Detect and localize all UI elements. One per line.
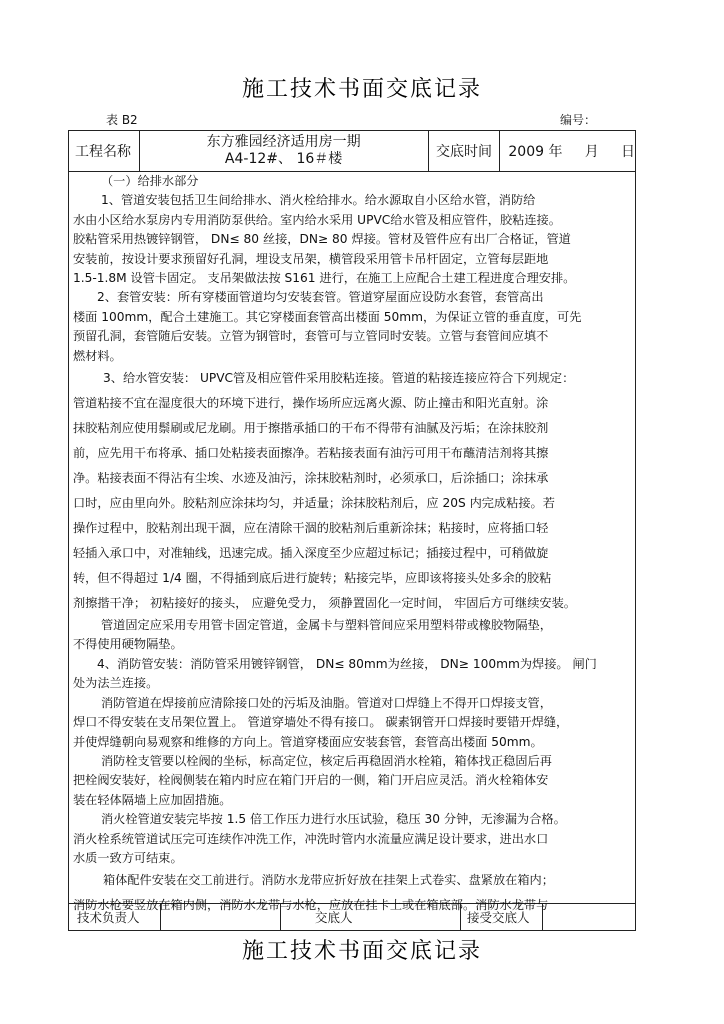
header-row xyxy=(69,131,635,172)
content-line: 4、消防管安装：消防管采用镀锌钢管， DN≤ 80mm为丝接， DN≥ 100mm为焊接。 闸门 xyxy=(97,656,597,671)
content-line: 操作过程中，胶粘剂出现干涸，应在清除干涸的胶粘剂后重新涂抹；粘接时，应将插口轻 xyxy=(73,521,549,536)
receiver-label: 接受交底人 xyxy=(461,904,543,930)
content-line: 消防水枪要竖放在箱内侧，消防水龙带与水枪，应放在挂卡上或在箱底部。消防水龙带与 xyxy=(73,898,549,913)
content-line: 把栓阀安装好，栓阀侧装在箱内时应在箱门开启的一侧，箱门开启应灵活。消火栓箱体安 xyxy=(73,773,549,788)
content-line: 消火栓系统管道试压完可连续作冲洗工作，冲洗时管内水流量应满足设计要求，进出水口 xyxy=(73,831,549,846)
next-page-title: 施工技术书面交底记录 xyxy=(241,939,482,964)
content-line: 剂擦揩干净； 初粘接好的接头， 应避免受力， 须静置固化一定时间， 牢固后方可继续安装。 xyxy=(73,596,576,611)
content-line: 水由小区给水泵房内专用消防泵供给。室内给水采用 UPVC给水管及相应管件，胶粘连接。 xyxy=(73,212,561,227)
signature-row xyxy=(69,904,635,930)
content-line: 抹胶粘剂应使用鬃刷或尼龙刷。用于擦揩承插口的干布不得带有油腻及污垢；在涂抹胶剂 xyxy=(73,421,549,436)
content-line: 焊口不得安装在支吊架位置上。 管道穿墙处不得有接口。 碳素钢管开口焊接时要错开焊缝， xyxy=(73,715,569,730)
content-line: 消火栓管道安装完毕按 1.5 倍工作压力进行水压试验，稳压 30 分钟，无渗漏为合格。 xyxy=(101,812,566,827)
content-line: 转，但不得超过 1/4 圈，不得插到底后进行旋转；粘接完毕，应即该将接头处多余的胶粘 xyxy=(73,571,552,586)
content-line: 3、给水管安装： UPVC管及相应管件采用胶粘连接。管道的粘接连接应符合下列规定： xyxy=(103,371,575,386)
project-label: 工程名称 xyxy=(69,131,140,171)
tech-lead-signature xyxy=(161,904,281,930)
time-label: 交底时间 xyxy=(429,131,501,171)
document-title: 施工技术书面交底记录 xyxy=(241,77,482,102)
content-line: （一）给排水部分 xyxy=(101,174,199,188)
content-line: 管道固定应采用专用管卡固定管道，金属卡与塑料管间应采用塑料带或橡胶物隔垫， xyxy=(101,618,552,633)
content-line: 消防栓支管要以栓阀的坐标，标高定位，核定后再稳固消水栓箱，箱体找正稳固后再 xyxy=(101,753,552,768)
content-line: 前，应先用干布将承、插口处粘接表面擦净。若粘接表面有油污可用干布蘸清洁剂将其擦 xyxy=(73,446,549,461)
content-line: 处为法兰连接。 xyxy=(73,676,159,691)
content-body xyxy=(69,172,635,913)
content-line: 1.5-1.8M 设管卡固定。 支吊架做法按 S161 进行，在施工上应配合土建工程进度合理安排。 xyxy=(73,271,576,286)
handover-date: 2009 年 月 日 xyxy=(508,144,635,160)
content-line: 预留孔洞，套管随后安装。立管为钢管时，套管可与立管同时安装。立管与套管间应填不 xyxy=(73,329,549,344)
content-line: 消防管道在焊接前应清除接口处的污垢及油脂。管道对口焊缝上不得开口焊接支管， xyxy=(101,695,552,710)
content-line: 燃材料。 xyxy=(73,348,122,363)
project-name xyxy=(140,131,429,171)
content-line: 净。粘接表面不得沾有尘埃、水迹及油污，涂抹胶粘剂时，必须承口，后涂插口；涂抹承 xyxy=(73,471,549,486)
content-line: 管道粘接不宜在湿度很大的环境下进行，操作场所应远离火源、防止撞击和阳光直射。涂 xyxy=(73,396,549,411)
tech-lead-label: 技术负责人 xyxy=(69,904,161,930)
content-line: 不得使用硬物隔垫。 xyxy=(73,637,183,652)
content-line: 安装前，按设计要求预留好孔洞，埋设支吊架，横管段采用管卡吊杆固定，立管每层距地 xyxy=(73,251,549,266)
content-line: 2、套管安装：所有穿楼面管道均匀安装套管。管道穿屋面应设防水套管，套管高出 xyxy=(97,290,544,305)
content-line: 楼面 100mm，配合土建施工。其它穿楼面套管高出楼面 50mm，为保证立管的垂直度，可先 xyxy=(73,309,582,324)
content-line: 1、管道安装包括卫生间给排水、消火栓给排水。给水源取自小区给水管，消防给 xyxy=(101,193,536,208)
receiver-signature xyxy=(543,904,635,930)
content-line: 轻插入承口中，对准轴线，迅速完成。插入深度至少应超过标记；插接过程中，可稍做旋 xyxy=(73,546,549,561)
content-line: 并使焊缝朝向易观察和维修的方向上。管道穿楼面应安装套管，套管高出楼面 50mm。 xyxy=(73,734,543,749)
handover-person-label: 交底人 xyxy=(281,904,461,930)
record-form xyxy=(68,130,636,931)
content-line: 口时，应由里向外。胶粘剂应涂抹均匀，并适量；涂抹胶粘剂后，应 20S 内完成粘接。若 xyxy=(73,496,555,511)
content-line: 水质一致方可结束。 xyxy=(73,850,183,865)
content-line: 箱体配件安装在交工前进行。消防水龙带应折好放在挂架上式卷实、盘紧放在箱内； xyxy=(103,873,554,888)
content-line: 装在轻体隔墙上应加固措施。 xyxy=(73,792,232,807)
content-line: 胶粘管采用热镀锌钢管， DN≤ 80 丝接，DN≥ 80 焊接。管材及管件应有出厂合格证，管道 xyxy=(73,232,571,247)
project-name-line2: A4-12#、 16＃楼 xyxy=(224,151,343,167)
project-name-line1: 东方雅园经济适用房一期 xyxy=(206,134,361,150)
form-code: 表 B2 xyxy=(106,113,138,127)
number-label: 编号： xyxy=(560,113,597,127)
